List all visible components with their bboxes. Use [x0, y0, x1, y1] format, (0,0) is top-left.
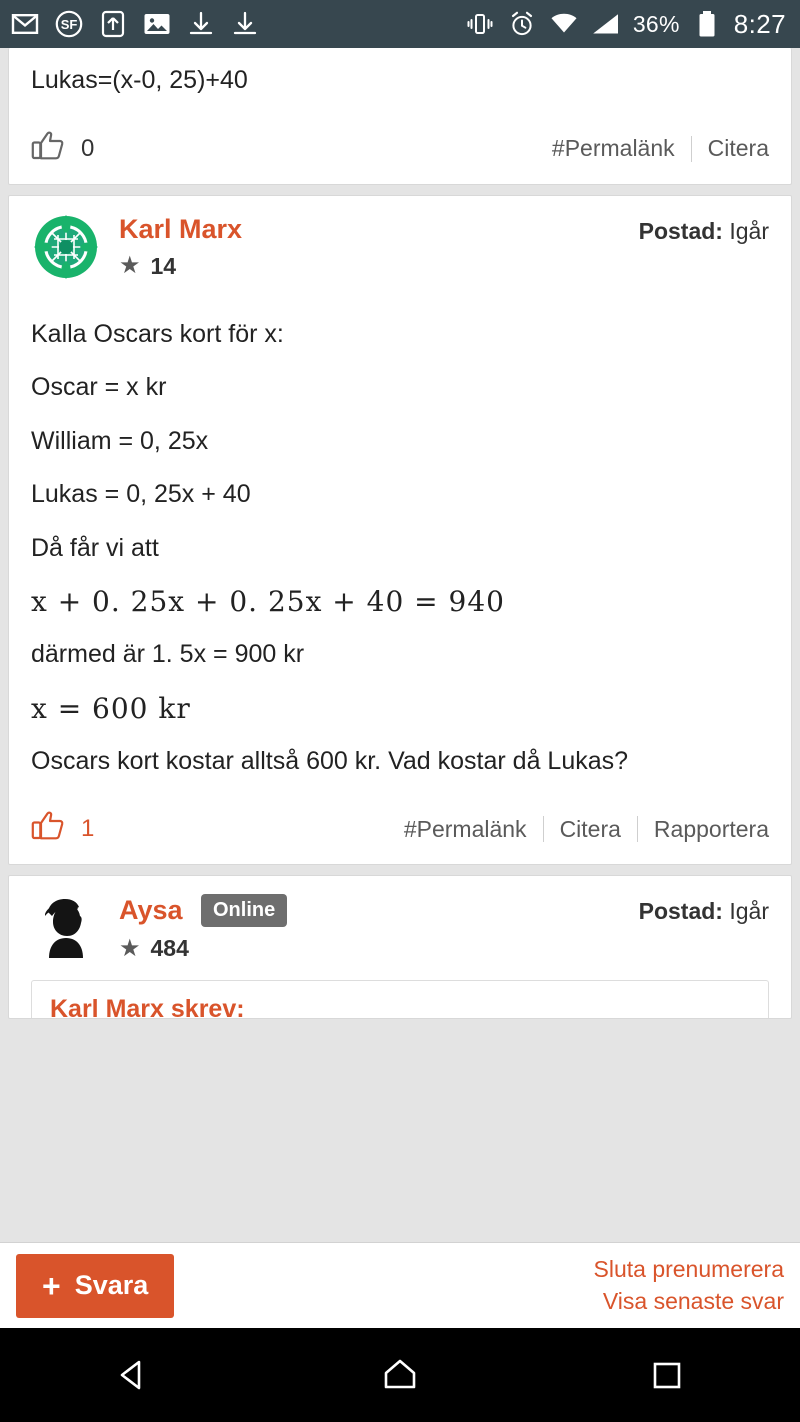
post-header [31, 876, 769, 966]
quote-link[interactable]: Citera [707, 135, 769, 161]
post-author-meta [119, 212, 242, 280]
status-bar-notifications [10, 9, 260, 39]
che-avatar[interactable] [31, 892, 101, 962]
photos-icon [142, 9, 172, 39]
reply-button[interactable] [16, 1254, 174, 1318]
post-card [8, 48, 792, 185]
battery-icon [692, 9, 722, 39]
post-text-line: Oscars kort kostar alltså 600 kr. Vad kostar då Lukas? [31, 746, 629, 775]
rank-count: 14 [150, 252, 177, 279]
post-author-meta [119, 892, 287, 962]
quote-link[interactable]: Citera [559, 815, 621, 842]
like-count: 1 [81, 815, 95, 842]
post-math-line: x + 0. 25x + 0. 25x + 40 = 940 [31, 585, 505, 618]
post-actions [31, 120, 769, 184]
reply-button-label: Svara [74, 1270, 149, 1300]
signal-icon [591, 9, 621, 39]
karl-marx-avatar[interactable] [31, 212, 101, 282]
svg-text:SF: SF [60, 17, 78, 32]
posted-label: Postad: [638, 898, 723, 924]
reply-bar [0, 1242, 800, 1328]
rank-count: 484 [150, 935, 189, 961]
post-links [388, 816, 769, 843]
author-name[interactable]: Karl Marx [119, 213, 243, 244]
like-count: 0 [81, 134, 95, 162]
post-timestamp [639, 212, 769, 245]
author-rank [119, 935, 287, 962]
quote-preview: Karl Marx skrev: [31, 980, 769, 1018]
report-link[interactable]: Rapportera [653, 815, 769, 842]
star-icon: ★ [119, 934, 141, 962]
gmail-icon [10, 9, 40, 39]
like-button[interactable] [31, 810, 94, 848]
latest-answers-link[interactable]: Visa senaste svar [602, 1287, 784, 1314]
wifi-icon [549, 9, 579, 39]
alarm-icon [507, 9, 537, 39]
author-name[interactable]: Aysa [119, 895, 183, 925]
thread-links [594, 1254, 785, 1316]
thread-scroll-area[interactable] [0, 48, 800, 1242]
clock-time: 8:27 [733, 8, 786, 39]
unsubscribe-link[interactable]: Sluta prenumerera [593, 1256, 784, 1283]
post-timestamp [639, 892, 769, 925]
post-text-line: Lukas=(x-0, 25)+40 [31, 66, 248, 94]
plus-icon: + [42, 1267, 61, 1304]
post-card [8, 875, 792, 1019]
status-bar-system [465, 9, 786, 40]
vibrate-icon [465, 9, 495, 39]
download-icon [186, 9, 216, 39]
back-icon[interactable] [73, 1345, 193, 1405]
recents-icon[interactable] [607, 1345, 727, 1405]
post-text-line: Kalla Oscars kort för x: [31, 319, 284, 348]
thumbs-up-icon [31, 810, 67, 848]
status-bar [0, 0, 800, 48]
post-actions [31, 800, 769, 864]
like-button[interactable] [31, 130, 94, 168]
posted-value: Igår [729, 898, 769, 924]
post-math-line: därmed är 1. 5x = 900 kr [31, 640, 305, 668]
post-body [31, 48, 769, 120]
battery-percent: 36% [632, 10, 680, 37]
download-icon [230, 9, 260, 39]
home-icon[interactable] [340, 1345, 460, 1405]
post-math-line: x = 600 kr [31, 691, 191, 725]
upload-icon [98, 9, 128, 39]
sf-icon [54, 9, 84, 39]
star-icon: ★ [119, 252, 141, 279]
post-text-line: Lukas = 0, 25x + 40 [31, 480, 251, 508]
author-rank [119, 253, 242, 280]
status-badge: Online [201, 894, 287, 927]
post-text-line: William = 0, 25x [31, 426, 209, 455]
post-card [8, 195, 792, 866]
post-text-line: Då får vi att [31, 533, 159, 562]
posted-label: Postad: [638, 217, 723, 244]
post-links [536, 135, 769, 162]
thumbs-up-icon [31, 130, 67, 168]
post-header [31, 196, 769, 286]
permalink-link[interactable]: #Permalänk [403, 815, 527, 842]
post-body [31, 286, 769, 801]
post-text-line: Oscar = x kr [31, 373, 167, 401]
posted-value: Igår [729, 217, 769, 244]
android-nav-bar [0, 1328, 800, 1422]
permalink-link[interactable]: #Permalänk [551, 135, 675, 161]
